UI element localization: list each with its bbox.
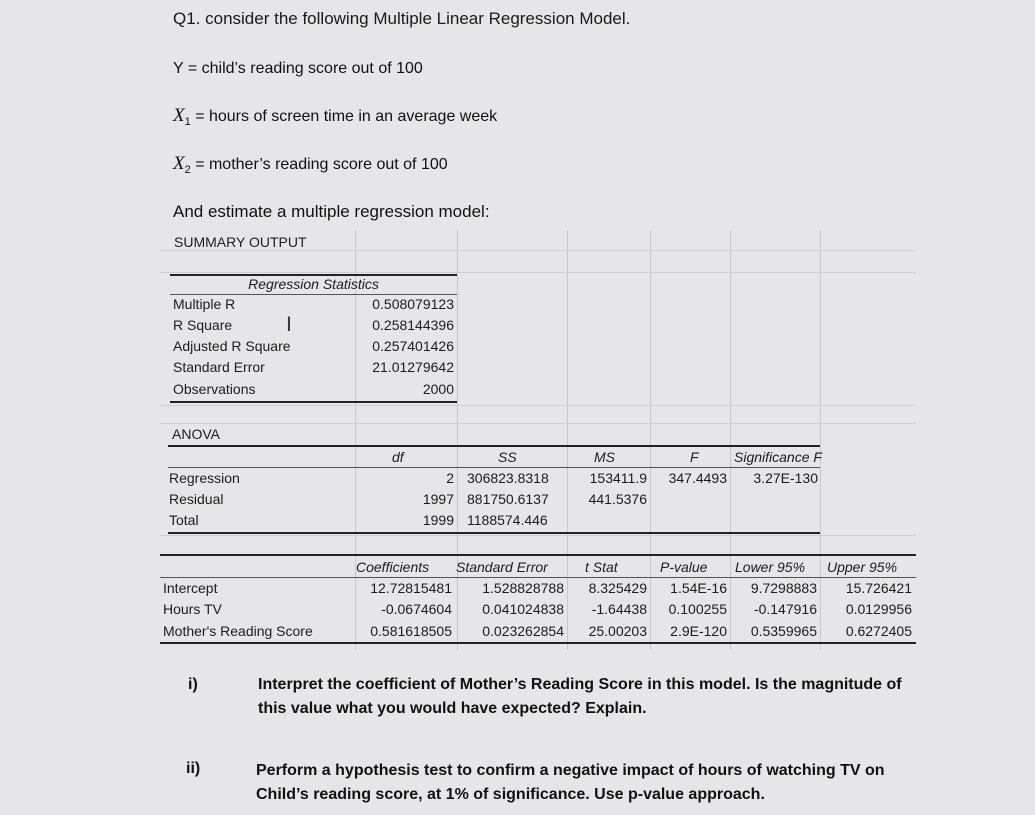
stats-bottom-border: [170, 401, 457, 403]
coef-value: -0.0674604: [381, 601, 452, 617]
coef-value: 0.581618505: [370, 623, 452, 639]
stat-value: 2000: [422, 381, 454, 397]
anova-ss: 881750.6137: [467, 491, 549, 507]
coef-lower: 9.7298883: [750, 580, 817, 596]
stat-value: 21.01279642: [372, 359, 454, 375]
grid-row: [160, 535, 916, 536]
coef-tstat: 8.325429: [588, 580, 647, 596]
excel-output: [160, 230, 916, 650]
x1-subscript: 1: [184, 116, 191, 129]
coef-se: 1.528828788: [482, 580, 564, 596]
task-text: Interpret the coefficient of Mother’s Reading Score in this model. Is the magnitude of: [258, 676, 902, 693]
coef-col-coefficients: Coefficients: [356, 559, 430, 575]
anova-df: 1997: [422, 491, 454, 507]
coef-lower: 0.5359965: [750, 623, 817, 639]
grid-row: [160, 423, 916, 424]
anova-ms: 153411.9: [589, 470, 647, 486]
coef-col-se: Standard Error: [456, 559, 548, 575]
coef-row-label: Hours TV: [163, 601, 222, 617]
anova-col-df: df: [392, 449, 404, 465]
anova-row-label: Total: [169, 512, 199, 528]
task-number: i): [188, 676, 198, 693]
x2-definition: [173, 153, 448, 176]
anova-bottom-border: [168, 532, 820, 534]
task-number: ii): [186, 760, 201, 777]
anova-df: 1999: [422, 512, 454, 528]
anova-f: 347.4493: [668, 470, 727, 486]
coef-pvalue: 2.9E-120: [670, 623, 727, 639]
anova-header-border: [168, 467, 820, 468]
anova-col-ms: MS: [594, 449, 615, 465]
coef-value: 12.72815481: [370, 580, 452, 596]
stats-header-border: [170, 294, 457, 295]
stat-label: Observations: [173, 381, 256, 397]
coef-row-label: Intercept: [163, 580, 218, 596]
coef-header-border: [160, 577, 916, 578]
stat-value: 0.508079123: [372, 296, 454, 312]
coef-col-pvalue: P-value: [660, 559, 708, 575]
stat-label: Standard Error: [173, 359, 265, 375]
coef-col-tstat: t Stat: [585, 559, 618, 575]
x1-text: = hours of screen time in an average week: [195, 108, 498, 125]
x2-symbol: X: [173, 153, 185, 174]
grid-row: [160, 250, 916, 251]
coef-pvalue: 0.100255: [668, 601, 727, 617]
question-title: Q1. consider the following Multiple Linear Regression Model.: [173, 9, 631, 28]
lead-sentence: And estimate a multiple regression model:: [173, 202, 490, 221]
task-text: Perform a hypothesis test to confirm a negative impact of hours of watching TV on: [256, 762, 885, 779]
stat-value: 0.257401426: [372, 338, 454, 354]
anova-ss: 306823.8318: [467, 470, 549, 486]
x1-definition: [173, 105, 497, 128]
coef-col-upper: Upper 95%: [827, 559, 898, 575]
text-cursor-icon: Ⅰ: [286, 314, 292, 336]
anova-col-sig: Significance F: [734, 449, 822, 465]
coef-pvalue: 1.54E-16: [670, 580, 727, 596]
stat-label: Adjusted R Square: [173, 338, 291, 354]
anova-top-border: [168, 445, 820, 447]
coef-upper: 0.6272405: [845, 623, 912, 639]
coef-lower: -0.147916: [753, 601, 817, 617]
anova-df: 2: [446, 470, 454, 486]
coef-top-border: [160, 554, 916, 556]
reg-stats-header: Regression Statistics: [248, 276, 379, 292]
stat-label: Multiple R: [173, 296, 236, 312]
coef-tstat: -1.64438: [591, 601, 647, 617]
coef-col-lower: Lower 95%: [735, 559, 806, 575]
anova-col-ss: SS: [498, 449, 517, 465]
task-text: this value what you would have expected? Explain.: [258, 700, 647, 717]
coef-upper: 15.726421: [845, 580, 912, 596]
anova-row-label: Residual: [169, 491, 224, 507]
anova-title: ANOVA: [172, 426, 220, 442]
x2-text: = mother’s reading score out of 100: [195, 156, 448, 173]
coef-tstat: 25.00203: [588, 623, 647, 639]
stat-value: 0.258144396: [372, 317, 454, 333]
coef-se: 0.041024838: [482, 601, 564, 617]
grid-row: [160, 405, 916, 406]
anova-ms: 441.5376: [588, 491, 647, 507]
task-text: Child’s reading score, at 1% of significance. Use p-value approach.: [256, 786, 765, 803]
x2-subscript: 2: [184, 164, 191, 177]
summary-title: SUMMARY OUTPUT: [174, 234, 307, 250]
stat-label: R Square: [173, 317, 233, 333]
coef-bottom-border: [160, 642, 916, 644]
anova-row-label: Regression: [169, 470, 240, 486]
anova-sig: 3.27E-130: [753, 470, 818, 486]
anova-ss: 1188574.446: [467, 512, 548, 528]
anova-col-f: F: [690, 449, 699, 465]
x1-symbol: X: [173, 105, 185, 126]
coef-se: 0.023262854: [482, 623, 564, 639]
y-definition: Y = child’s reading score out of 100: [173, 60, 423, 77]
grid-row: [160, 272, 916, 273]
coef-row-label: Mother's Reading Score: [163, 623, 313, 639]
coef-upper: 0.0129956: [845, 601, 912, 617]
